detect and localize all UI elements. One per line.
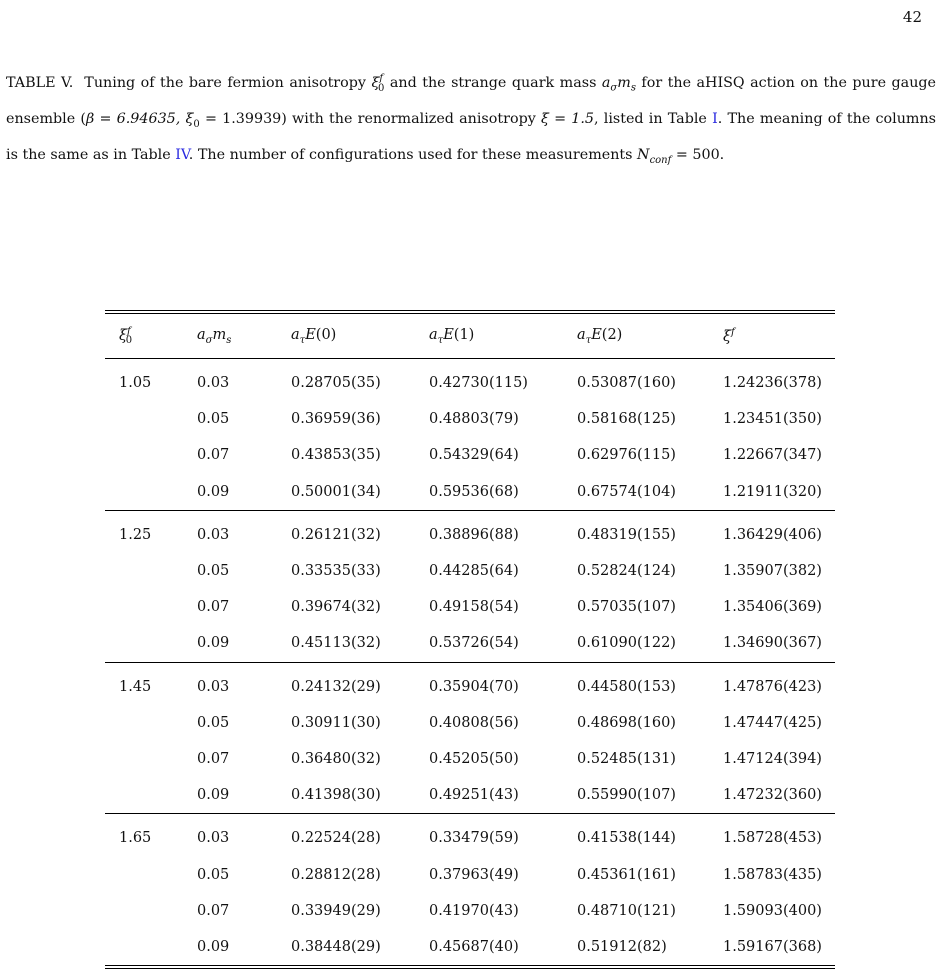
table-cell: 0.41398(30) [277, 777, 415, 814]
column-header: $a_\tau E(2)$ [563, 312, 709, 359]
table-cell: 1.25 [119, 526, 152, 543]
table-row [105, 814, 835, 857]
table-cell: 0.35904(70) [429, 678, 519, 695]
caption-text: . The meaning of the columns is the same as in Table [6, 111, 936, 164]
table-cell: 0.33949(29) [291, 902, 381, 919]
table-cell: 0.45205(50) [429, 750, 519, 767]
table-cell: 0.59536(68) [415, 474, 563, 511]
caption-text: ) with the renormalized anisotropy [281, 111, 541, 128]
table-row [105, 893, 835, 929]
table-cell: 0.48710(121) [577, 902, 676, 919]
table-cell: 0.61090(122) [563, 625, 709, 662]
table-row [105, 741, 835, 777]
caption-text: and the strange quark mass [384, 74, 602, 91]
table-cell: 0.44285(64) [429, 563, 519, 580]
table-row [105, 510, 835, 553]
table-cell: 0.48319(155) [577, 526, 676, 543]
table-cell: 1.34690(367) [709, 625, 835, 662]
table-cell: 0.03 [197, 678, 230, 695]
table-ref-link[interactable]: I [712, 111, 718, 128]
table-cell: 0.03 [197, 830, 230, 847]
table-cell: 0.62976(115) [577, 447, 676, 464]
table-cell: 0.54329(64) [429, 447, 519, 464]
xi0-value: = 1.39939 [199, 111, 282, 128]
table-row [105, 553, 835, 589]
page-number: 42 [902, 8, 922, 26]
table-cell: 0.38448(29) [277, 929, 415, 967]
table-cell: 0.41538(144) [577, 830, 676, 847]
table-row [105, 856, 835, 892]
table-cell: 0.49158(54) [429, 599, 519, 616]
table-cell: 0.28705(35) [291, 375, 381, 392]
table-cell: 1.45 [119, 678, 152, 695]
table-cell: 0.40808(56) [429, 714, 519, 731]
nconf-value: = 500. [671, 147, 725, 164]
table-cell: 0.50001(34) [277, 474, 415, 511]
table-row [105, 401, 835, 437]
table-cell: 0.36959(36) [291, 411, 381, 428]
table-cell: 0.43853(35) [291, 447, 381, 464]
table-cell [105, 589, 183, 625]
table-cell: 0.44580(153) [577, 678, 676, 695]
table-ref-link[interactable]: IV [175, 147, 189, 164]
table-cell [105, 437, 183, 473]
table-cell: 0.26121(32) [291, 526, 381, 543]
table-cell: 0.45687(40) [415, 929, 563, 967]
table-cell: 0.39674(32) [291, 599, 381, 616]
table-cell: 0.28812(28) [291, 866, 381, 883]
beta-expression: β = 6.94635, ξ [86, 111, 194, 128]
table-cell [105, 856, 183, 892]
table-label: TABLE V. [6, 74, 74, 91]
table-cell: 1.59167(368) [709, 929, 835, 967]
table-cell: 0.41970(43) [429, 902, 519, 919]
table-cell: 1.58783(435) [723, 866, 822, 883]
table-cell: 1.58728(453) [723, 830, 822, 847]
table-cell: 0.53087(160) [577, 375, 676, 392]
table-cell: 0.09 [183, 777, 277, 814]
table-cell: 0.07 [197, 902, 230, 919]
table-cell: 0.09 [183, 929, 277, 967]
xi-expression: ξ = 1.5 [541, 111, 594, 128]
table-cell [105, 741, 183, 777]
table-cell: 0.22524(28) [291, 830, 381, 847]
table-cell: 0.05 [197, 411, 230, 428]
table-cell: 0.05 [197, 714, 230, 731]
table-row [105, 359, 835, 402]
table-cell [105, 474, 183, 511]
table-cell: 0.53726(54) [415, 625, 563, 662]
table-cell [105, 553, 183, 589]
table-caption: TABLE V. Tuning of the bare fermion anisotropy $\xi^f_0$ and the strange quark mass $a_\sigma m_s$ for the aHISQ action on the pure gauge ensemble (β = 6.94635, $\xi_0 = 1.39939$) with the renormalized anisotropy ξ = 1.5, listed in Table I. The meaning of the columns is the same as in Table IV. The number of configurations used for these measurements $N_{conf} = 500$. [6, 73, 937, 167]
table-cell: 1.47876(423) [723, 678, 822, 695]
table-cell [105, 401, 183, 437]
table-cell: 0.49251(43) [415, 777, 563, 814]
caption-text: for the aHISQ action on the pure gauge ensemble ( [6, 74, 937, 128]
results-table [105, 310, 835, 969]
table-cell: 1.24236(378) [723, 375, 822, 392]
table-cell: 0.09 [183, 625, 277, 662]
table-cell: 0.45361(161) [577, 866, 676, 883]
table-cell: 1.59093(400) [723, 902, 822, 919]
table-cell: 0.48698(160) [577, 714, 676, 731]
table-group [105, 359, 835, 511]
table-cell: 1.65 [119, 830, 152, 847]
column-header: $\xi^f_0$ [105, 312, 183, 359]
table-cell: 0.37963(49) [429, 866, 519, 883]
table-cell: 1.35907(382) [723, 563, 822, 580]
table-cell: 1.47232(360) [709, 777, 835, 814]
caption-text: , listed in Table [594, 111, 713, 128]
column-header: $a_\tau E(1)$ [415, 312, 563, 359]
column-header: $a_\sigma m_s$ [183, 312, 277, 359]
table-cell [105, 929, 183, 967]
table-cell: 0.07 [197, 447, 230, 464]
table-group [105, 662, 835, 814]
table-cell: 1.47447(425) [723, 714, 822, 731]
table-header-row [105, 312, 835, 359]
table-cell: 1.35406(369) [723, 599, 822, 616]
table-group [105, 510, 835, 662]
table-cell: 1.36429(406) [723, 526, 822, 543]
table-row [105, 437, 835, 473]
table-cell: 0.33535(33) [291, 563, 381, 580]
table-cell: 0.51912(82) [563, 929, 709, 967]
table-cell: 1.05 [119, 375, 152, 392]
table-cell: 0.58168(125) [577, 411, 676, 428]
table-cell [105, 625, 183, 662]
column-header: $a_\tau E(0)$ [277, 312, 415, 359]
table-cell: 0.07 [197, 750, 230, 767]
table-cell [105, 893, 183, 929]
table-cell: 0.30911(30) [291, 714, 381, 731]
table-cell: 0.42730(115) [429, 375, 528, 392]
table-cell: 0.45113(32) [277, 625, 415, 662]
table-row [105, 474, 835, 511]
caption-text: Tuning of the bare fermion anisotropy [84, 74, 372, 91]
table-cell: 0.05 [197, 866, 230, 883]
table-cell: 0.05 [197, 563, 230, 580]
table-cell: 0.09 [183, 474, 277, 511]
table-cell [105, 777, 183, 814]
table-row [105, 705, 835, 741]
table-row [105, 777, 835, 814]
table-row [105, 625, 835, 662]
table-cell: 0.57035(107) [577, 599, 676, 616]
table-cell: 0.03 [197, 526, 230, 543]
caption-text: . The number of configurations used for these measurements [188, 147, 638, 164]
table-row [105, 929, 835, 967]
column-header: $\xi^f$ [709, 312, 835, 359]
table-row [105, 589, 835, 625]
table-cell: 0.36480(32) [291, 750, 381, 767]
table-cell: 1.22667(347) [723, 447, 822, 464]
table-cell: 0.55990(107) [563, 777, 709, 814]
table-cell: 0.67574(104) [563, 474, 709, 511]
table-cell: 1.47124(394) [723, 750, 822, 767]
table-cell: 0.03 [197, 375, 230, 392]
table-group [105, 814, 835, 967]
table-row [105, 662, 835, 705]
table-cell: 0.38896(88) [429, 526, 519, 543]
table-cell: 0.07 [197, 599, 230, 616]
table-cell: 1.21911(320) [709, 474, 835, 511]
table-cell: 1.23451(350) [723, 411, 822, 428]
table-cell [105, 705, 183, 741]
table-cell: 0.33479(59) [429, 830, 519, 847]
table-cell: 0.52824(124) [577, 563, 676, 580]
table-cell: 0.48803(79) [429, 411, 519, 428]
table-cell: 0.24132(29) [291, 678, 381, 695]
table-cell: 0.52485(131) [577, 750, 676, 767]
